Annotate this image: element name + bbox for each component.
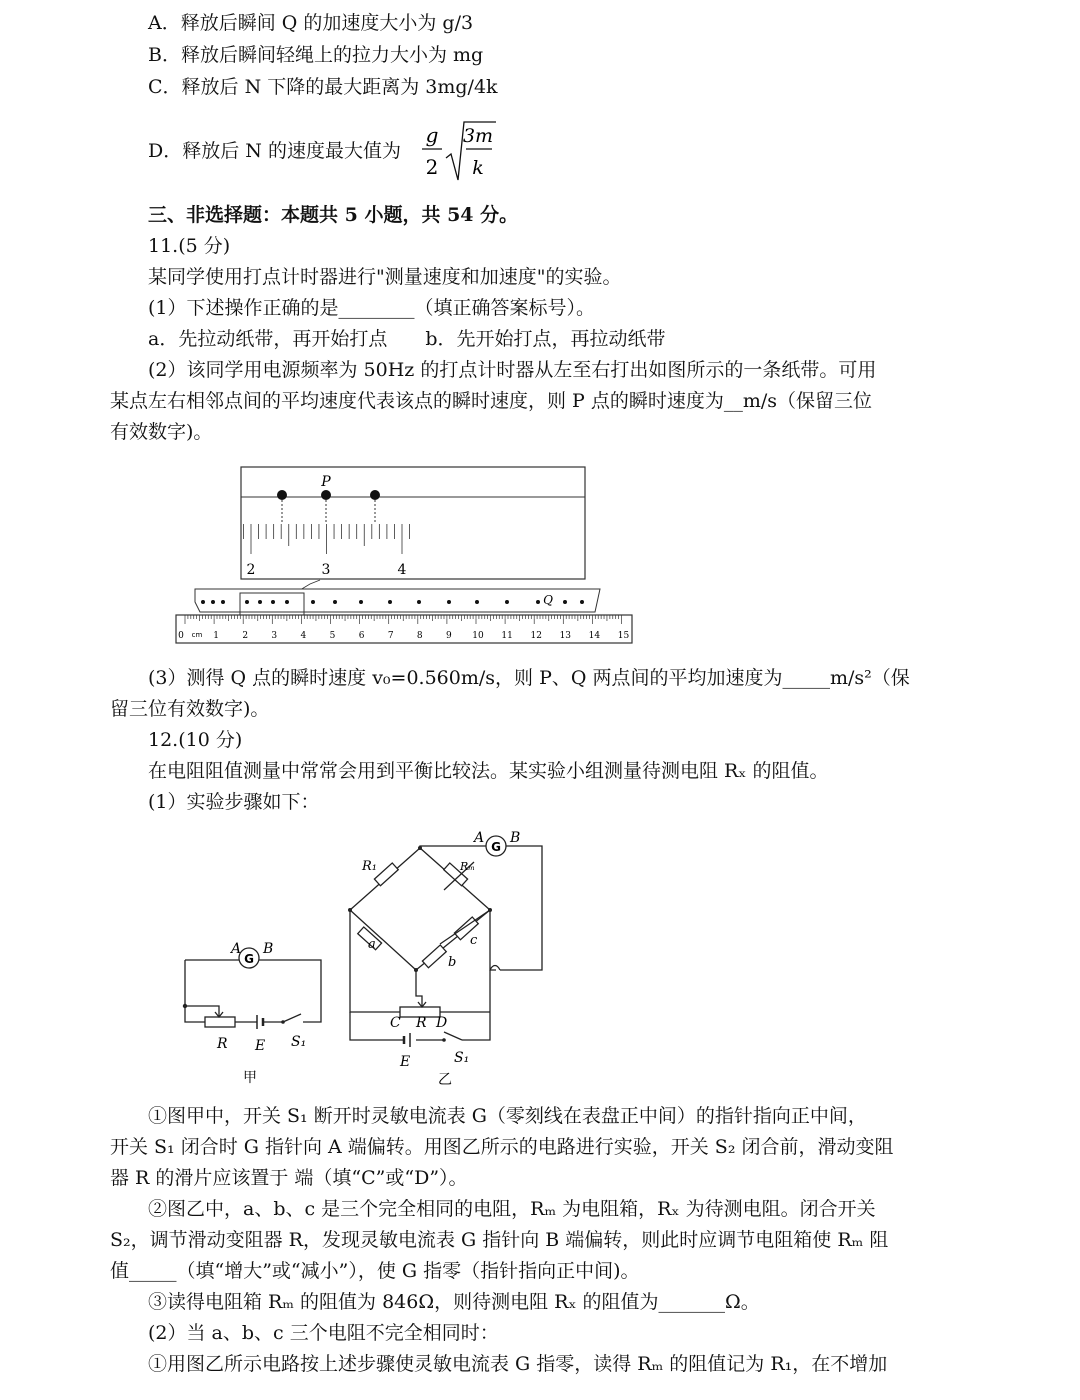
q11-intro: 某同学使用打点计时器进行"测量速度和加速度"的实验。 xyxy=(148,266,622,288)
tape-dot xyxy=(563,600,567,604)
galvanometer-label: G xyxy=(244,952,254,966)
ruler-tick-label: 0 xyxy=(178,631,184,641)
q12-step2-line1: ②图乙中，a、b、c 是三个完全相同的电阻，Rₘ 为电阻箱，Rₓ 为待测电阻。闭合开关 xyxy=(148,1198,876,1220)
sqrt-denominator: k xyxy=(472,157,484,179)
zoom-tick-label: 3 xyxy=(321,562,331,578)
tape-figure xyxy=(170,462,640,652)
ruler-unit: cm xyxy=(191,631,203,639)
tape-dot xyxy=(447,600,451,604)
ruler-tick-label: 10 xyxy=(472,631,484,641)
point-p-label: P xyxy=(321,474,331,490)
section-heading: 三、非选择题：本题共 5 小题，共 54 分。 xyxy=(148,204,519,226)
option-a: A．释放后瞬间 Q 的加速度大小为 g/3 xyxy=(148,12,474,34)
ruler-tick-label: 2 xyxy=(242,631,249,641)
zoom-box xyxy=(241,467,585,579)
label-d-end: D xyxy=(436,1015,448,1031)
tape-dot xyxy=(271,600,275,604)
q12-step1-line2: 开关 S₁ 闭合时 G 指针向 A 端偏转。用图乙所示的电路进行实验，开关 S₂ 闭合前，滑动变阻 xyxy=(110,1136,894,1158)
ruler-tick-label: 6 xyxy=(358,631,365,641)
label-c-resistor: c xyxy=(470,933,478,948)
ruler-tick-label: 7 xyxy=(387,631,394,641)
label-c-end: C xyxy=(390,1015,401,1031)
q11-part3-line1: (3）测得 Q 点的瞬时速度 v₀=0.560m/s，则 P、Q 两点间的平均加速度为_____m/s²（保 xyxy=(148,667,910,689)
q11-part2-line2: 某点左右相邻点间的平均速度代表该点的瞬时速度，则 P 点的瞬时速度为__m/s（保留三位 xyxy=(110,390,873,412)
tape-dot xyxy=(201,600,205,604)
ruler-tick-label: 12 xyxy=(530,631,542,641)
label-r: R xyxy=(217,1036,228,1052)
q12-intro: 在电阻阻值测量中常常会用到平衡比较法。某实验小组测量待测电阻 Rₓ 的阻值。 xyxy=(148,760,829,782)
caption-yi: 乙 xyxy=(438,1072,452,1088)
tape-dot xyxy=(258,600,262,604)
frac-denominator: 2 xyxy=(425,155,439,179)
frac-numerator: g xyxy=(425,123,439,147)
option-d-prefix: D．释放后 N 的速度最大值为 xyxy=(148,140,401,162)
q12-step2-line3: 值_____（填“增大”或“减小”），使 G 指零（指针指向正中间)。 xyxy=(110,1260,640,1282)
tape-dot xyxy=(277,490,287,500)
option-c: C．释放后 N 下降的最大距离为 3mg/4k xyxy=(148,76,498,98)
q12-part2: (2）当 a、b、c 三个电阻不完全相同时： xyxy=(148,1322,499,1344)
q11-part1: (1）下述操作正确的是________（填正确答案标号）。 xyxy=(148,297,596,319)
ruler-tick-label: 15 xyxy=(617,631,630,641)
point-q-label: Q xyxy=(543,593,553,607)
label-s1: S₁ xyxy=(454,1050,470,1066)
q12-title: 12.(10 分) xyxy=(148,729,243,751)
tape-dot xyxy=(475,600,479,604)
ruler-tick-label: 3 xyxy=(271,631,278,641)
q11-part1-options: a．先拉动纸带，再开始打点 b．先开始打点，再拉动纸带 xyxy=(148,328,666,350)
option-b: B．释放后瞬间轻绳上的拉力大小为 mg xyxy=(148,44,484,66)
ruler-tick-label: 8 xyxy=(416,631,423,641)
label-b: B xyxy=(510,830,521,846)
tape-dot xyxy=(370,490,380,500)
zoom-tick-label: 4 xyxy=(397,562,407,578)
tape-dot xyxy=(505,600,509,604)
q11-title: 11.(5 分) xyxy=(148,235,231,257)
q12-step1-line3: 器 R 的滑片应该置于 端（填“C”或“D”）。 xyxy=(110,1167,468,1189)
q11-part3-line2: 留三位有效数字)。 xyxy=(110,698,270,720)
ruler-tick-label: 13 xyxy=(559,631,572,641)
caption-jia: 甲 xyxy=(243,1070,257,1086)
label-a: A xyxy=(231,941,242,957)
label-b: B xyxy=(263,941,274,957)
tape-dot xyxy=(333,600,337,604)
tape-dot xyxy=(359,600,363,604)
ruler-tick-label: 1 xyxy=(213,631,219,641)
sqrt-numerator: 3m xyxy=(462,125,494,147)
label-a-resistor: a xyxy=(368,937,376,952)
galvanometer-label: G xyxy=(491,840,501,854)
label-r1: R₁ xyxy=(362,859,377,874)
circuit-jia xyxy=(175,938,335,1088)
q12-step1-line1: ①图甲中，开关 S₁ 断开时灵敏电流表 G（零刻线在表盘正中间）的指针指向正中间， xyxy=(148,1105,867,1127)
tape-dot xyxy=(388,600,392,604)
tape-dot xyxy=(211,600,215,604)
q12-step3: ③读得电阻箱 Rₘ 的阻值为 846Ω，则待测电阻 Rₓ 的阻值为_______Ω。 xyxy=(148,1291,760,1313)
label-r: R xyxy=(416,1015,427,1031)
tape-dot xyxy=(536,600,540,604)
label-b-resistor: b xyxy=(448,955,457,970)
q12-part1: (1）实验步骤如下： xyxy=(148,791,320,813)
ruler-tick-label: 9 xyxy=(446,631,452,641)
ruler-tick-label: 5 xyxy=(329,631,336,641)
tape-dot xyxy=(311,600,315,604)
label-e: E xyxy=(255,1038,266,1054)
tape-dot-p xyxy=(321,490,331,500)
label-e: E xyxy=(400,1054,411,1070)
option-d xyxy=(148,138,401,164)
ruler-tick-label: 11 xyxy=(501,631,513,641)
tape-dot xyxy=(285,600,289,604)
circuit-yi xyxy=(340,826,550,1088)
q12-part2-step1: ①用图乙所示电路按上述步骤使灵敏电流表 G 指零，读得 Rₘ 的阻值记为 R₁，在不增加 xyxy=(148,1353,888,1375)
tape-dot xyxy=(417,600,421,604)
tape-dot xyxy=(245,600,249,604)
q11-part2-line3: 有效数字)。 xyxy=(110,421,213,443)
ruler-tick-label: 14 xyxy=(588,631,601,641)
q11-part2-line1: (2）该同学用电源频率为 50Hz 的打点计时器从左至右打出如图所示的一条纸带。可用 xyxy=(148,359,877,381)
label-s1: S₁ xyxy=(291,1034,307,1050)
ruler-tick-label: 4 xyxy=(300,631,307,641)
label-a: A xyxy=(474,830,485,846)
tape-dot xyxy=(221,600,225,604)
zoom-tick-label: 2 xyxy=(246,562,256,578)
option-d-formula xyxy=(418,118,508,186)
q12-step2-line2: S₂，调节滑动变阻器 R，发现灵敏电流表 G 指针向 B 端偏转，则此时应调节电阻箱使 Rₘ 阻 xyxy=(110,1229,889,1251)
tape-dot xyxy=(580,600,584,604)
label-rm: Rₘ xyxy=(460,860,476,873)
